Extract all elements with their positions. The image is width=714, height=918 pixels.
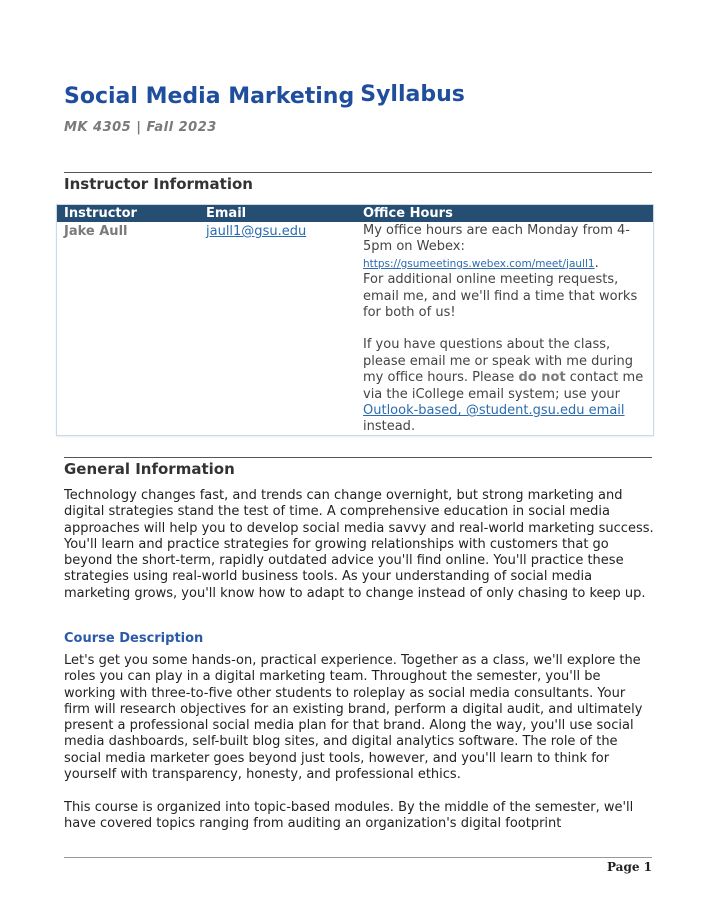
outlook-email-link[interactable]: Outlook-based, @student.gsu.edu email: [363, 403, 625, 419]
title-tail: Syllabus: [360, 82, 465, 107]
course-description-heading: Course Description: [64, 631, 204, 646]
table-header-row: [57, 205, 653, 222]
section-divider: [64, 457, 652, 458]
note-middle: contact me via the iCollege email system; use your: [363, 370, 644, 402]
course-subtitle: MK 4305 | Fall 2023: [64, 120, 217, 135]
contact-note: [363, 337, 648, 435]
general-info-heading: General Information: [64, 460, 235, 478]
course-description-paragraph-2: This course is organized into topic-based modules. By the middle of the semester, we'll have covered topics ranging from auditing an organization's digital footprint: [64, 800, 634, 832]
page-title: [64, 84, 465, 109]
column-header-office-hours: Office Hours: [363, 206, 453, 221]
paragraph-gap: [363, 321, 648, 337]
instructor-heading: Instructor Information: [64, 175, 253, 193]
instructor-name: Jake Aull: [64, 224, 128, 239]
page-number: Page 1: [606, 860, 652, 874]
webex-link[interactable]: https://gsumeetings.webex.com/meet/jaull1: [363, 257, 595, 270]
office-hours-more: For additional online meeting requests, email me, and we'll find a time that works for both of us!: [363, 272, 638, 321]
office-hours-text: [363, 223, 648, 321]
section-divider: [64, 172, 652, 173]
office-hours-intro: My office hours are each Monday from 4-5pm on Webex:: [363, 223, 630, 255]
instructor-table: [56, 204, 654, 436]
note-emphasis: do not: [518, 370, 566, 386]
office-hours-cell: [363, 223, 648, 436]
footer-divider: [64, 857, 652, 858]
instructor-email-link[interactable]: jaull1@gsu.edu: [206, 224, 307, 239]
column-header-instructor: Instructor: [64, 206, 137, 221]
column-header-email: Email: [206, 206, 247, 221]
note-after: instead.: [363, 419, 416, 435]
title-main: Social Media Marketing: [64, 84, 355, 109]
note-before: If you have questions about the class, please email me or speak with me during my office hours. Please: [363, 337, 634, 386]
general-info-paragraph: Technology changes fast, and trends can change overnight, but strong marketing and digital strategies stand the test of time. A comprehensive education in social media approaches will help you to develop social media savvy and real-world marketing success. You'll learn and practice strategies for growing relationships with customers that go beyond the short-term, rapidly outdated advice you'll find online. You'll practice these strategies using real-world business tools. As your understanding of social media marketing grows, you'll know how to adapt to change instead of only chasing to keep up.: [64, 488, 654, 601]
course-description-paragraph-1: Let's get you some hands-on, practical experience. Together as a class, we'll explore the roles you can play in a digital marketing team. Throughout the semester, you'll be working with three-to-five other students to roleplay as social media consultants. Your firm will research objectives for an existing brand, perform a digital audit, and ultimately present a professional social media plan for that brand. Along the way, you'll use social media dashboards, self-built blog sites, and digital analytics software. The role of the social media marketer goes beyond just tools, however, and you'll learn to think for yourself with transparency, honesty, and professional ethics.: [64, 653, 643, 783]
link-period: .: [594, 255, 599, 271]
